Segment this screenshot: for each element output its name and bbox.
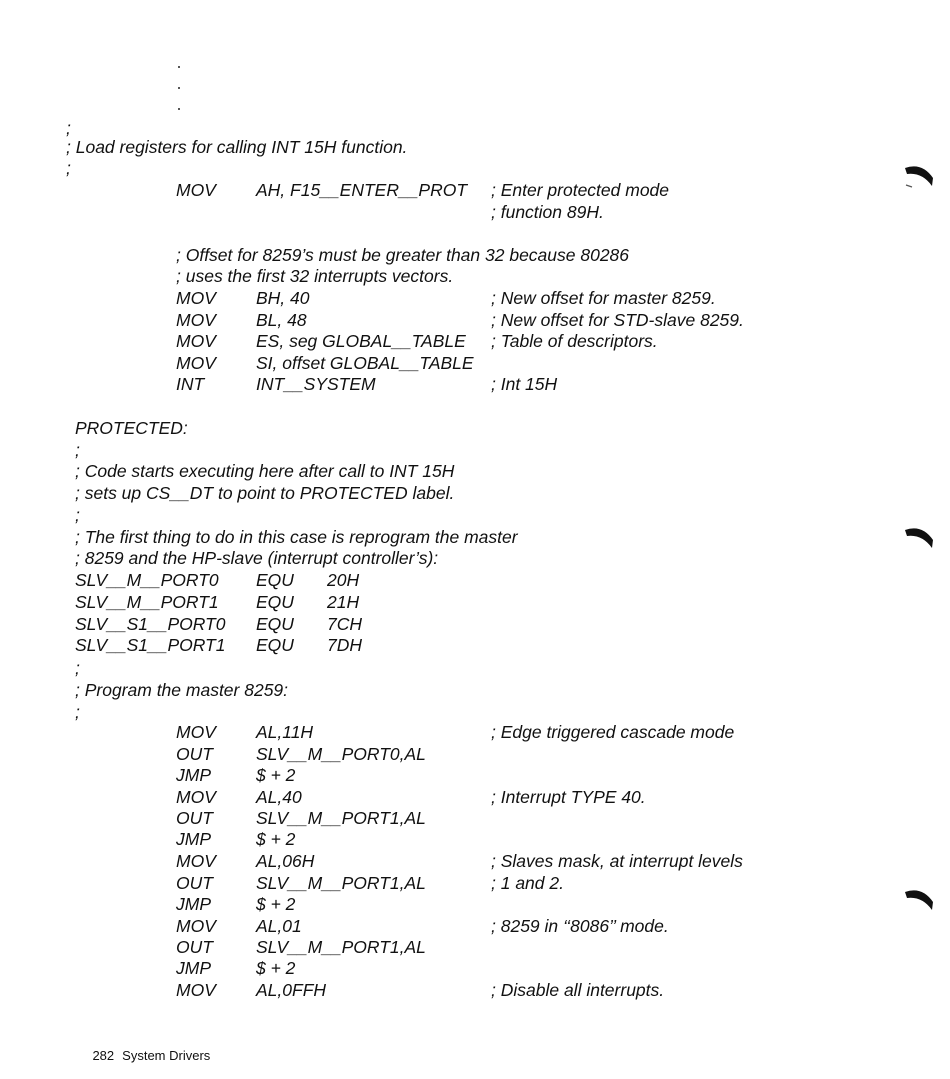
instruction-arg: AL,0FFH [256,980,327,1000]
instruction-arg: SLV__M__PORT1,AL [256,808,426,828]
instruction-comment: ; Edge triggered cascade mode [491,722,735,742]
instruction-op: JMP [176,765,211,785]
instruction-op: MOV [176,353,216,373]
instruction-op: OUT [176,744,213,764]
equate-name: SLV__S1__PORT1 [75,635,226,655]
instruction-op: MOV [176,851,216,871]
instruction-arg: SLV__M__PORT0,AL [256,744,426,764]
instruction-op: MOV [176,180,216,200]
instruction-comment: ; New offset for master 8259. [491,288,716,308]
comment-line: ; [75,702,80,722]
instruction-arg: ES, seg GLOBAL__TABLE [256,331,466,351]
instruction-op: MOV [176,288,216,308]
equate-op: EQU [256,635,294,655]
equate-value: 21H [327,592,360,612]
comment-line: ; [66,158,71,178]
comment-line: ; 8259 and the HP-slave (interrupt controller’s): [75,548,439,568]
instruction-comment: ; Int 15H [491,374,558,394]
comment-line: ; Program the master 8259: [75,680,289,700]
instruction-arg: AL,40 [256,787,302,807]
instruction-arg: AH, F15__ENTER__PROT [256,180,468,200]
comment-line: ; uses the first 32 interrupts vectors. [176,266,454,286]
page-footer [78,1033,210,1078]
instruction-op: JMP [176,829,211,849]
equate-value: 7CH [327,614,363,634]
equate-name: SLV__S1__PORT0 [75,614,226,634]
equate-op: EQU [256,614,294,634]
equate-name: SLV__M__PORT1 [75,592,219,612]
instruction-comment: ; Enter protected mode [491,180,670,200]
instruction-op: OUT [176,873,213,893]
ellipsis-dot [178,66,180,68]
comment-line: ; [75,505,80,525]
instruction-arg: SI, offset GLOBAL__TABLE [256,353,474,373]
comment-line: ; Load registers for calling INT 15H function. [66,137,408,157]
comment-line: ; sets up CS__DT to point to PROTECTED label. [75,483,455,503]
instruction-arg: $ + 2 [256,765,296,785]
instruction-op: MOV [176,331,216,351]
page-number: 282 [92,1048,115,1063]
instruction-op: JMP [176,958,211,978]
instruction-op: JMP [176,894,211,914]
binder-mark-icon [902,884,936,914]
comment-line: ; Offset for 8259’s must be greater than 32 because 80286 [176,245,630,265]
instruction-arg: $ + 2 [256,958,296,978]
code-label: PROTECTED: [75,418,188,438]
instruction-arg: AL,01 [256,916,302,936]
binder-mark-icon [902,522,936,552]
instruction-op: MOV [176,916,216,936]
instruction-comment: ; Slaves mask, at interrupt levels [491,851,743,871]
instruction-comment: ; New offset for STD-slave 8259. [491,310,744,330]
comment-line: ; Code starts executing here after call to INT 15H [75,461,455,481]
instruction-arg: BH, 40 [256,288,310,308]
binder-mark-icon [902,160,936,190]
comment-line: ; [75,440,80,460]
instruction-op: MOV [176,310,216,330]
instruction-arg: INT__SYSTEM [256,374,376,394]
instruction-comment: ; 8259 in ‘‘8086’’ mode. [491,916,669,936]
instruction-arg: $ + 2 [256,829,296,849]
comment-line: ; The first thing to do in this case is reprogram the master [75,527,518,547]
instruction-op: INT [176,374,205,394]
instruction-op: OUT [176,937,213,957]
instruction-arg: SLV__M__PORT1,AL [256,937,426,957]
instruction-op: OUT [176,808,213,828]
equate-op: EQU [256,592,294,612]
instruction-comment: ; Table of descriptors. [491,331,658,351]
ellipsis-dot [178,87,180,89]
equate-name: SLV__M__PORT0 [75,570,219,590]
comment-line: ; [66,118,71,138]
ellipsis-dot [178,108,180,110]
instruction-op: MOV [176,980,216,1000]
instruction-op: MOV [176,722,216,742]
instruction-arg: BL, 48 [256,310,307,330]
equate-value: 7DH [327,635,363,655]
section-title: System Drivers [122,1048,211,1063]
instruction-arg: AL,06H [256,851,315,871]
instruction-arg: $ + 2 [256,894,296,914]
instruction-op: MOV [176,787,216,807]
instruction-arg: AL,11H [256,722,314,742]
instruction-comment: ; 1 and 2. [491,873,564,893]
equate-op: EQU [256,570,294,590]
instruction-comment: ; function 89H. [491,202,604,222]
instruction-comment: ; Disable all interrupts. [491,980,665,1000]
equate-value: 20H [327,570,360,590]
instruction-comment: ; Interrupt TYPE 40. [491,787,646,807]
comment-line: ; [75,658,80,678]
instruction-arg: SLV__M__PORT1,AL [256,873,426,893]
